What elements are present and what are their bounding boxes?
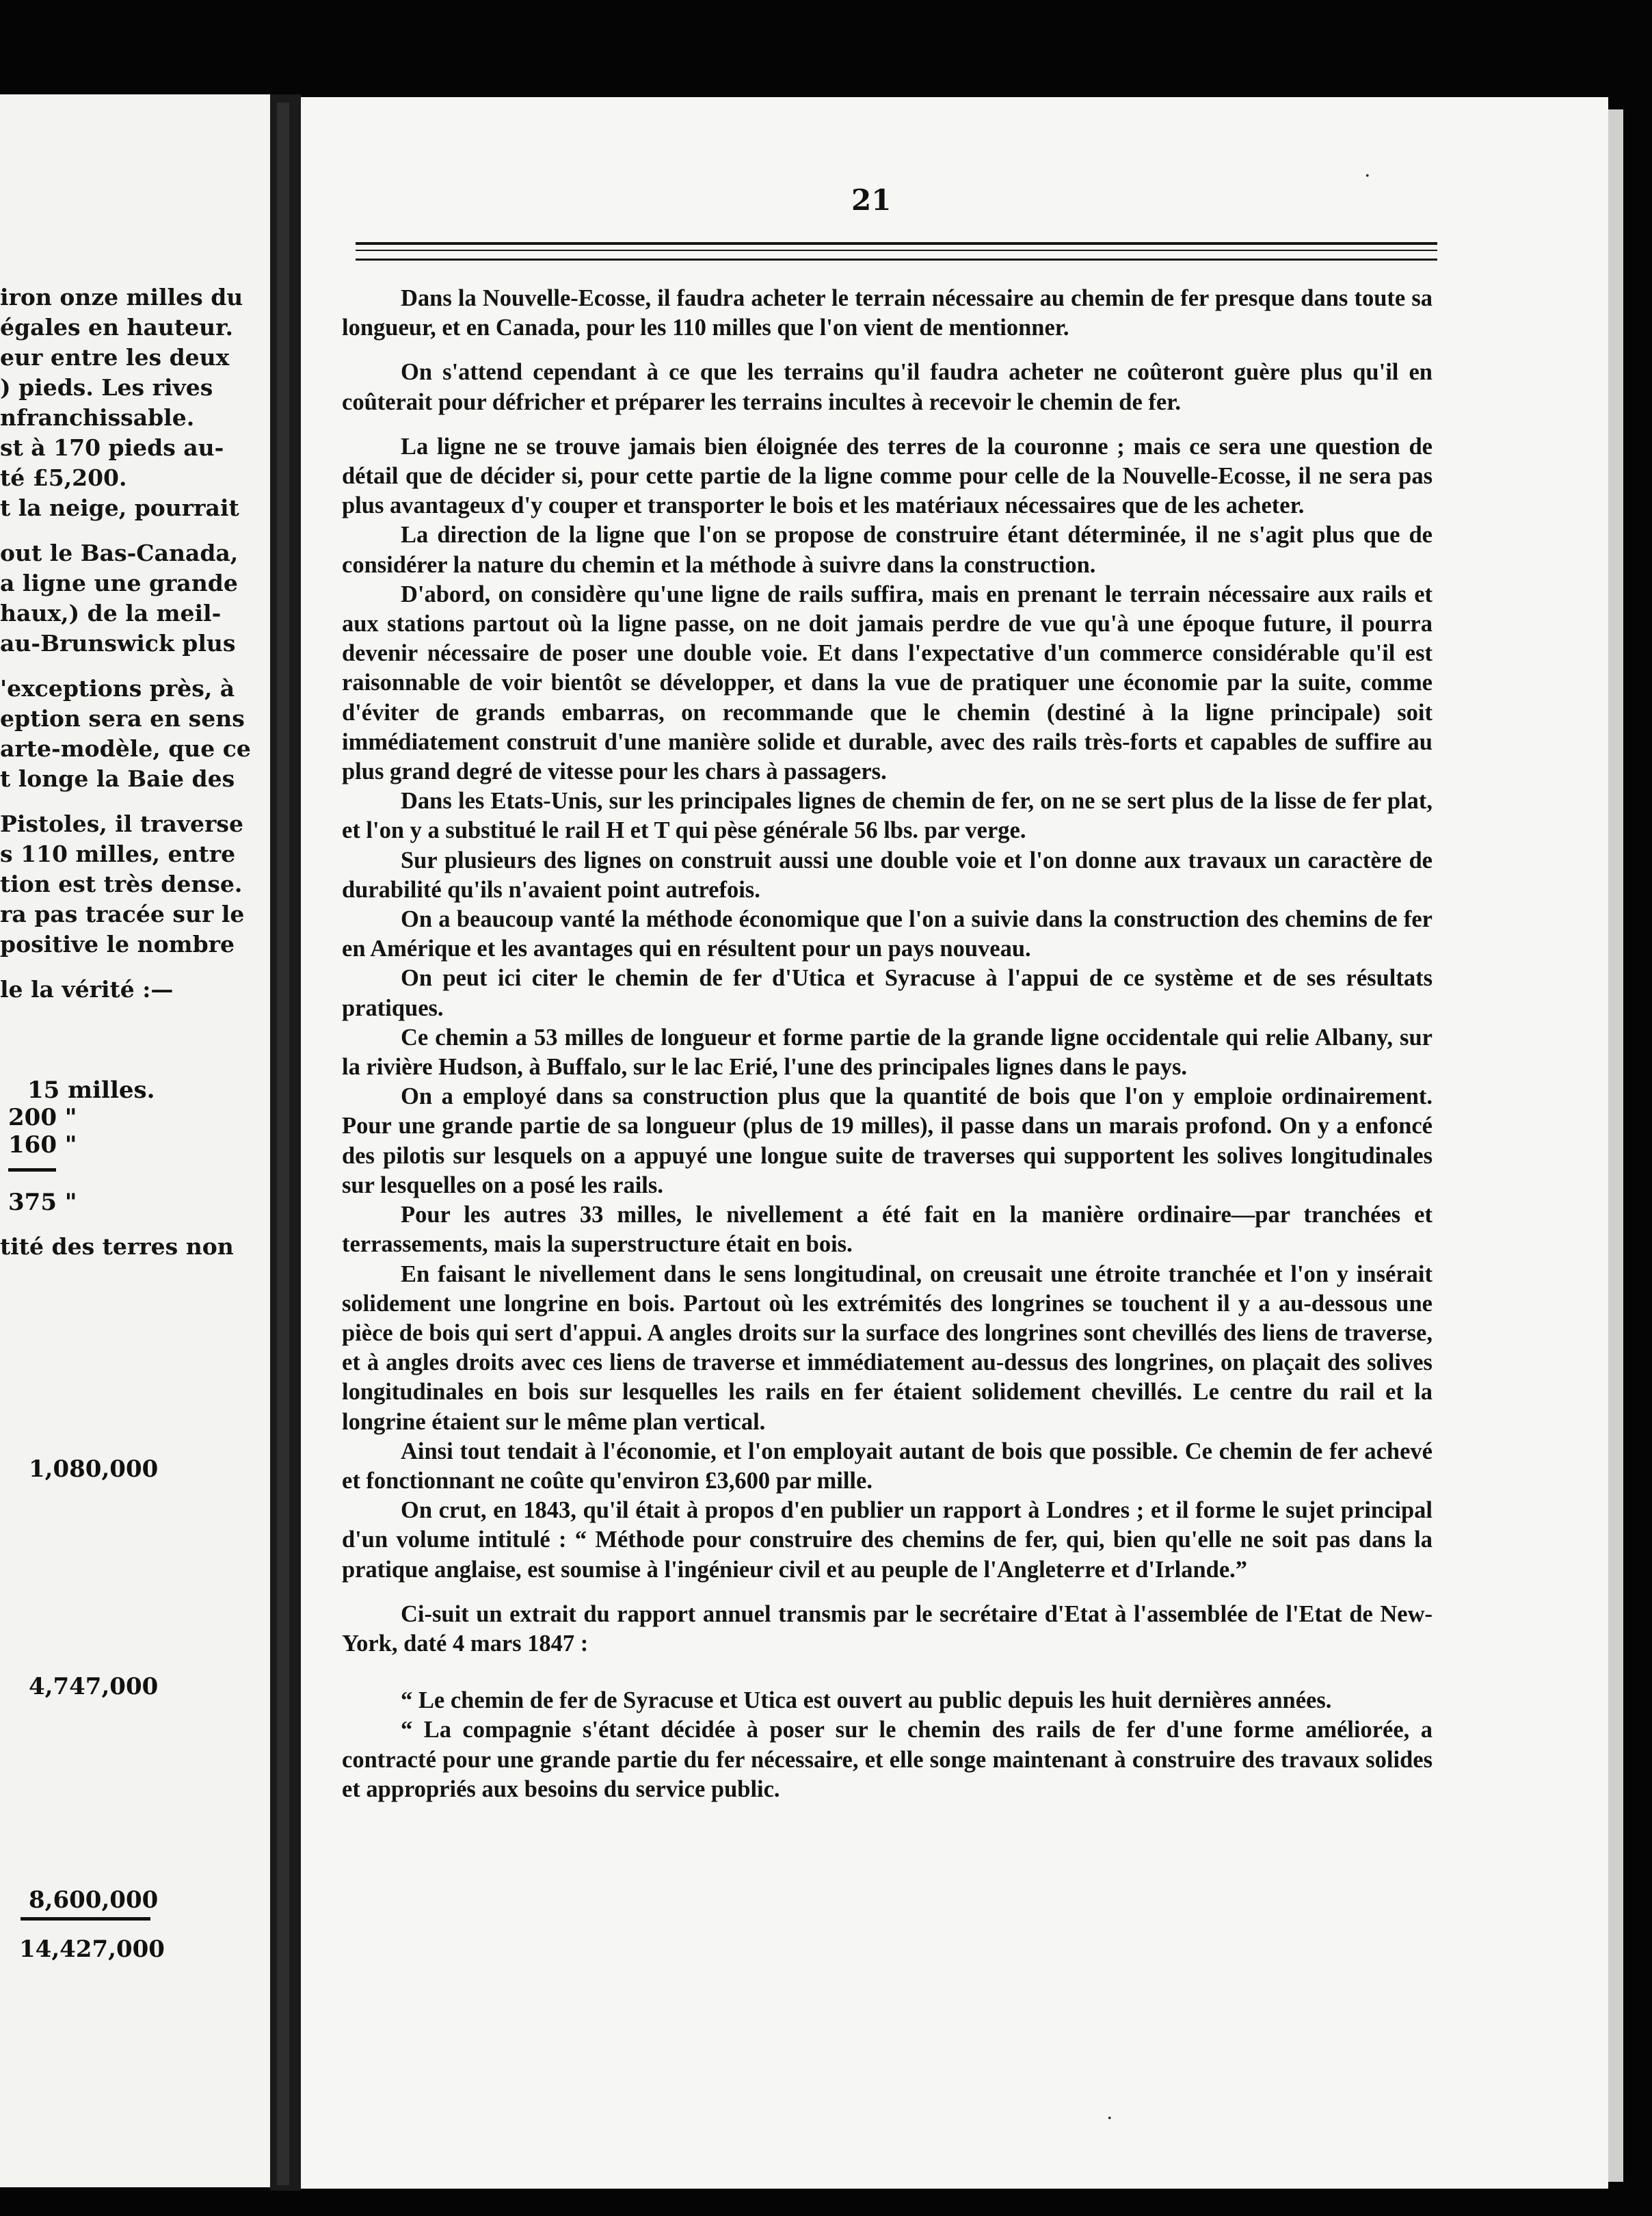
quote-paragraph: “ Le chemin de fer de Syracuse et Utica est ouvert au public depuis les huit dernières années. bbox=[401, 1687, 1332, 1714]
miles-row: 15 milles. bbox=[27, 1077, 155, 1104]
left-text-line: ra pas tracée sur le bbox=[0, 901, 245, 927]
body-text bbox=[342, 284, 1433, 1804]
left-text-line: égales en hauteur. bbox=[0, 314, 233, 341]
left-text-line: haux,) de la meil- bbox=[0, 600, 222, 626]
quote-paragraph: “ La compagnie s'étant décidée à poser sur le chemin des rails de fer d'une forme améliorée, a contracté pour une grande partie du fer nécessaire, et elle songe maintenant à construire des travaux solides et appropriés aux besoins du service public. bbox=[342, 1717, 1433, 1802]
left-text-line: positive le nombre bbox=[0, 931, 235, 958]
total-value: 14,427,000 bbox=[19, 1936, 165, 1963]
left-text-line: au-Brunswick plus bbox=[0, 630, 236, 657]
paragraph: On a beaucoup vanté la méthode économique que l'on a suivie dans la construction des chemins de fer en Amérique et les avantages qui en résultent pour un pays nouveau. bbox=[342, 906, 1433, 962]
paragraph: On s'attend cependant à ce que les terrains qu'il faudra acheter ne coûteront guère plus qu'il en coûterait pour défricher et préparer les terrains incultes à recevoir le chemin de fer. bbox=[342, 359, 1433, 415]
left-text-line: st à 170 pieds au- bbox=[0, 434, 224, 461]
left-text-line: 'exceptions près, à bbox=[0, 675, 235, 702]
left-text-line: t longe la Baie des bbox=[0, 765, 235, 792]
left-text-line: eption sera en sens bbox=[0, 705, 245, 732]
paragraph: Dans les Etats-Unis, sur les principales lignes de chemin de fer, on ne se sert plus de la lisse de fer plat, et l'on y a substitué le rail H et T qui pèse générale 56 lbs. par verge. bbox=[342, 788, 1433, 844]
paragraph: On peut ici citer le chemin de fer d'Utica et Syracuse à l'appui de ce système et de ses résultats pratiques. bbox=[342, 965, 1433, 1021]
total-value: 8,600,000 bbox=[29, 1886, 159, 1914]
paragraph: En faisant le nivellement dans le sens longitudinal, on creusait une étroite tranchée et l'on y insérait solidement une longrine en bois. Partout où les extrémités des longrines se touchent il y a au-dessous une pièce de bois qui sert d'appui. A angles droits sur la surface des longrines sont chevillés des liens de traverse, et à angles droits avec ces liens de traverse et immédiatement au-dessus des longrines, on plaçait des solives longitudinales en bois sur lesquelles les rails en fer étaient solidement chevillés. Le centre du rail et la longrine étaient sur le même plan vertical. bbox=[342, 1261, 1433, 1435]
left-text-line: Pistoles, il traverse bbox=[0, 810, 243, 837]
book-gutter-shadow bbox=[277, 103, 289, 2185]
miles-row: 160 " bbox=[8, 1131, 77, 1159]
paragraph: Sur plusieurs des lignes on construit aussi une double voie et l'on donne aux travaux un caractère de durabilité qu'ils n'avaient point autrefois. bbox=[342, 847, 1433, 903]
left-text-line: ) pieds. Les rives bbox=[0, 374, 213, 401]
left-text-line: le la vérité :— bbox=[0, 976, 174, 1003]
header-rule bbox=[356, 259, 1437, 261]
total-value: 1,080,000 bbox=[29, 1455, 159, 1483]
miles-row: 200 " bbox=[8, 1104, 77, 1131]
miles-total: 375 " bbox=[8, 1189, 77, 1216]
header-rule bbox=[356, 242, 1437, 245]
left-text-line: s 110 milles, entre bbox=[0, 841, 236, 867]
left-text-line: out le Bas-Canada, bbox=[0, 540, 239, 566]
speck: · bbox=[1364, 164, 1371, 188]
left-text-line: iron onze milles du bbox=[0, 284, 243, 311]
paragraph: On crut, en 1843, qu'il était à propos d'en publier un rapport à Londres ; et il forme le sujet principal d'un volume intitulé : “ Méthode pour construire des chemins de fer, qui, bien qu'elle ne soit pas dans la pratique anglaise, est soumise à l'ingénieur civil et au peuple de l'Angleterre et d'Irlande.” bbox=[342, 1497, 1433, 1583]
paragraph: Ainsi tout tendait à l'économie, et l'on employait autant de bois que possible. Ce chemin de fer achevé et fonctionnant ne coûte qu'environ £3,600 par mille. bbox=[342, 1438, 1433, 1494]
paragraph: Dans la Nouvelle-Ecosse, il faudra acheter le terrain nécessaire au chemin de fer presque dans toute sa longueur, et en Canada, pour les 110 milles que l'on vient de mentionner. bbox=[342, 285, 1433, 341]
page-number: 21 bbox=[851, 183, 892, 217]
left-text-line: t la neige, pourrait bbox=[0, 494, 239, 521]
paragraph: Ce chemin a 53 milles de longueur et forme partie de la grande ligne occidentale qui relie Albany, sur la rivière Hudson, à Buffalo, sur le lac Erié, l'une des principales lignes dans le pays. bbox=[342, 1024, 1433, 1081]
paragraph: La direction de la ligne que l'on se propose de construire étant déterminée, il ne s'agit plus que de considérer la nature du chemin et la méthode à suivre dans la construction. bbox=[342, 522, 1433, 578]
table-rule bbox=[8, 1168, 56, 1172]
left-text-line: nfranchissable. bbox=[0, 404, 195, 431]
page-edge bbox=[1608, 109, 1623, 2182]
left-page-fragment bbox=[0, 94, 270, 2187]
left-text-line: arte-modèle, que ce bbox=[0, 735, 251, 762]
speck: · bbox=[1106, 2107, 1113, 2131]
left-text-line: eur entre les deux bbox=[0, 344, 230, 371]
left-text-line: tion est très dense. bbox=[0, 871, 243, 897]
left-text-line: té £5,200. bbox=[0, 464, 127, 491]
paragraph: Pour les autres 33 milles, le nivellement a été fait en la manière ordinaire—par tranchées et terrassements, mais la superstructure était en bois. bbox=[342, 1202, 1433, 1258]
paragraph: La ligne ne se trouve jamais bien éloignée des terres de la couronne ; mais ce sera une question de détail que de décider si, pour cette partie de la ligne comme pour celle de la Nouvelle-Ecosse, il ne sera pas plus avantageux d'y couper et transporter le bois et les matériaux nécessaires que de les acheter. bbox=[342, 433, 1433, 519]
header-rule bbox=[356, 250, 1437, 251]
left-text-line: a ligne une grande bbox=[0, 570, 238, 596]
total-value: 4,747,000 bbox=[29, 1673, 159, 1700]
table-rule bbox=[21, 1917, 150, 1921]
paragraph: On a employé dans sa construction plus que la quantité de bois que l'on y emploie ordinairement. Pour une grande partie de sa longueur (plus de 19 milles), il passe dans un marais profond. On y a enfoncé des pilotis sur lesquels on a appuyé une longue suite de traverses qui supportent les solives longitudinales sur lesquelles on a posé les rails. bbox=[342, 1083, 1433, 1198]
paragraph: D'abord, on considère qu'une ligne de rails suffira, mais en prenant le terrain nécessaire aux rails et aux stations partout où la ligne passe, on ne doit jamais perdre de vue qu'à une époque future, il pourra devenir nécessaire de poser une double voie. Et dans l'expectative d'un commerce considérable qu'il est raisonnable de voir bientôt se développer, et dans la vue de pratiquer une économie par la suite, comme d'éviter de grands embarras, on recommande que le chemin (destiné à la ligne principale) soit immédiatement construit d'une manière solide et durable, avec des rails très-forts et capables de suffire au plus grand degré de vitesse pour les chars à passagers. bbox=[342, 581, 1433, 785]
paragraph: Ci-suit un extrait du rapport annuel transmis par le secrétaire d'Etat à l'assemblée de l'Etat de New-York, daté 4 mars 1847 : bbox=[342, 1600, 1433, 1657]
left-text-line: tité des terres non bbox=[0, 1233, 234, 1260]
